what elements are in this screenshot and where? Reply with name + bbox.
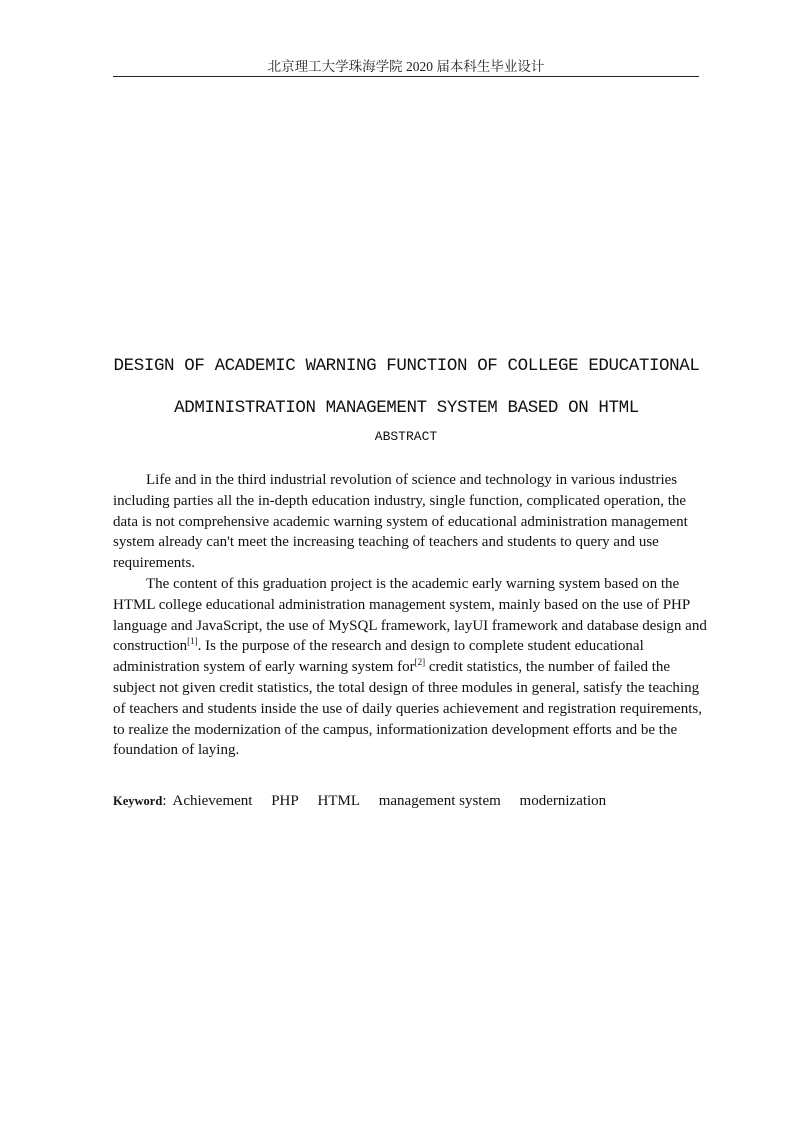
citation-ref-2: [2] — [414, 657, 426, 668]
keyword-line — [113, 791, 713, 811]
abstract-heading: ABSTRACT — [374, 429, 438, 444]
abstract-p2-text-c: credit statistics, the number of failed the subject not given credit statistics, the total design of three modules in general, satisfy the teaching of teachers and students inside the use of daily queries achievement and registration requirements, to realize the modernization of the campus, informationization development efforts and be the foundation of laying. — [113, 659, 702, 759]
running-header: 北京理工大学珠海学院 2020 届本科生毕业设计 — [267, 59, 545, 74]
abstract-body — [113, 470, 708, 761]
citation-ref-1: [1] — [187, 636, 198, 647]
abstract-paragraph-1: Life and in the third industrial revolution of science and technology in various industries including parties all the in-depth education industry, single function, complicated operation, the data is not comprehensive academic warning system of educational administration management system already can't meet the increasing teaching of teachers and students to query and use requirements. — [113, 472, 688, 572]
keyword-label: Keyword — [113, 794, 163, 808]
thesis-title-line-2: ADMINISTRATION MANAGEMENT SYSTEM BASED ON HTML — [174, 398, 639, 418]
thesis-title-line-1: DESIGN OF ACADEMIC WARNING FUNCTION OF COLLEGE EDUCATIONAL — [113, 356, 700, 376]
abstract-p2-text-a: The content of this graduation project is the academic early warning system based on the HTML college educational administration management system, mainly based on the use of PHP language and JavaScript, the use of MySQL framework, layUI framework and database design and construction — [113, 575, 707, 655]
keyword-item: management system — [378, 793, 501, 809]
keyword-item: HTML — [317, 793, 360, 809]
abstract-p2-text-b: . Is the purpose of the research and design to complete student educational administration system of early warning system for — [113, 638, 644, 676]
abstract-paragraph-2 — [113, 574, 708, 761]
keyword-item: modernization — [519, 793, 607, 809]
keyword-item: PHP — [271, 793, 299, 809]
keyword-colon: : — [162, 793, 167, 809]
keyword-item: Achievement — [172, 793, 253, 809]
header-rule — [113, 76, 699, 77]
